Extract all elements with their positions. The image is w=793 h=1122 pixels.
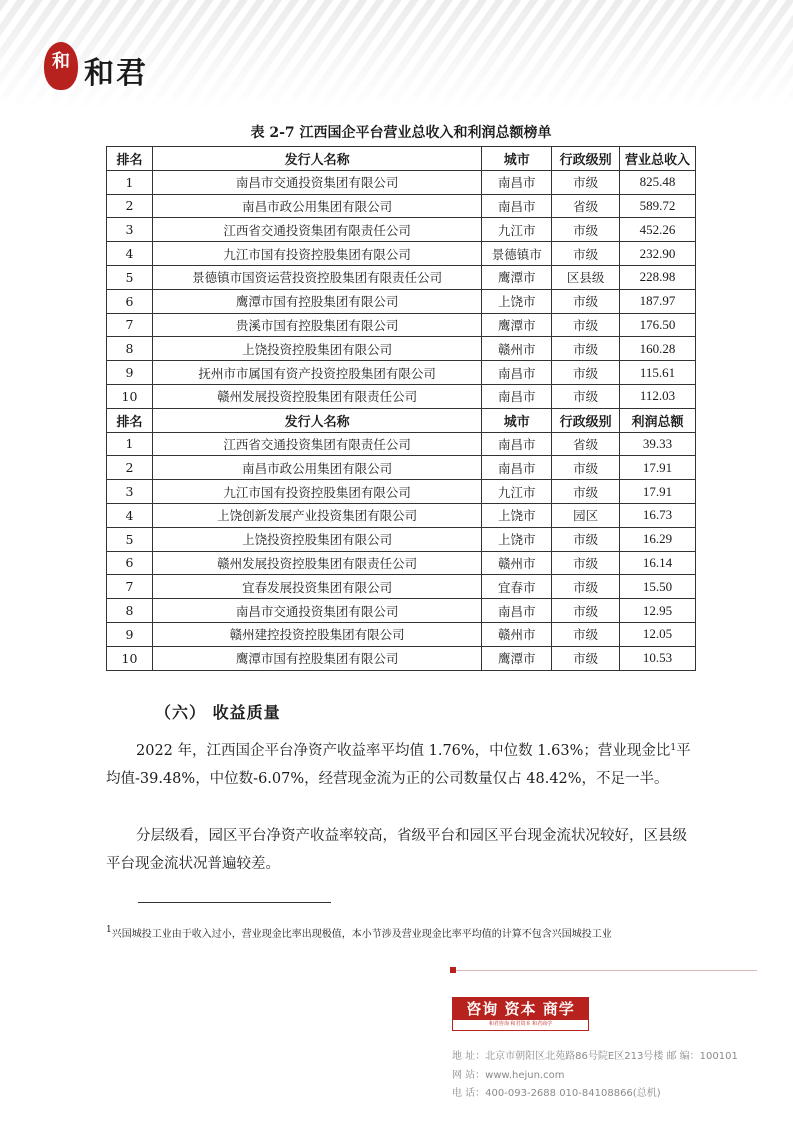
footer-brand-subtext: 和君咨询 和君资本 和君商学 — [488, 1021, 553, 1027]
rank-cell: 7 — [107, 313, 153, 337]
logo-text: 和君 — [84, 56, 148, 91]
rank-cell: 1 — [107, 170, 153, 194]
rank-cell: 7 — [107, 575, 153, 599]
admin-level-cell: 市级 — [552, 337, 620, 361]
footer-address: 地 址：北京市朝阳区北苑路86号院E区213号楼 邮 编：100101 — [452, 1051, 738, 1062]
admin-level-cell: 区县级 — [552, 265, 620, 289]
value-cell: 17.91 — [620, 480, 696, 504]
issuer-name-cell: 南昌市交通投资集团有限公司 — [152, 599, 481, 623]
issuer-name-cell: 贵溪市国有控股集团有限公司 — [152, 313, 481, 337]
city-cell: 南昌市 — [482, 361, 552, 385]
city-cell: 鹰潭市 — [482, 265, 552, 289]
city-cell: 南昌市 — [482, 384, 552, 408]
issuer-name-cell: 抚州市市属国有资产投资控股集团有限公司 — [152, 361, 481, 385]
city-cell: 宜春市 — [482, 575, 552, 599]
paragraph-1 — [106, 734, 698, 793]
logo-seal-icon: 和 — [44, 42, 78, 90]
rank-cell: 10 — [107, 646, 153, 670]
value-cell: 160.28 — [620, 337, 696, 361]
city-cell: 南昌市 — [482, 456, 552, 480]
column-header: 利润总额 — [620, 408, 696, 432]
profit-row — [107, 527, 696, 551]
city-cell: 赣州市 — [482, 337, 552, 361]
admin-level-cell: 市级 — [552, 384, 620, 408]
revenue-header-row — [107, 147, 696, 171]
footnote-number: 1 — [106, 925, 112, 935]
issuer-name-cell: 九江市国有投资控股集团有限公司 — [152, 480, 481, 504]
value-cell: 176.50 — [620, 313, 696, 337]
city-cell: 南昌市 — [482, 194, 552, 218]
issuer-name-cell: 赣州发展投资控股集团有限责任公司 — [152, 551, 481, 575]
admin-level-cell: 市级 — [552, 289, 620, 313]
footer-brand-logo — [452, 997, 589, 1031]
value-cell: 232.90 — [620, 242, 696, 266]
profit-row — [107, 599, 696, 623]
profit-row — [107, 622, 696, 646]
value-cell: 16.14 — [620, 551, 696, 575]
rank-cell: 6 — [107, 551, 153, 575]
value-cell: 115.61 — [620, 361, 696, 385]
value-cell: 112.03 — [620, 384, 696, 408]
city-cell: 赣州市 — [482, 551, 552, 575]
city-cell: 上饶市 — [482, 527, 552, 551]
rank-cell: 6 — [107, 289, 153, 313]
issuer-name-cell: 宜春发展投资集团有限公司 — [152, 575, 481, 599]
rank-cell: 2 — [107, 456, 153, 480]
city-cell: 鹰潭市 — [482, 313, 552, 337]
city-cell: 景德镇市 — [482, 242, 552, 266]
footer-phone: 电 话：400-093-2688 010-84108866(总机) — [452, 1088, 661, 1099]
issuer-name-cell: 江西省交通投资集团有限责任公司 — [152, 218, 481, 242]
column-header: 排名 — [107, 147, 153, 171]
rank-cell: 5 — [107, 265, 153, 289]
column-header: 营业总收入 — [620, 147, 696, 171]
admin-level-cell: 省级 — [552, 432, 620, 456]
city-cell: 南昌市 — [482, 599, 552, 623]
issuer-name-cell: 鹰潭市国有控股集团有限公司 — [152, 646, 481, 670]
city-cell: 上饶市 — [482, 289, 552, 313]
revenue-row — [107, 313, 696, 337]
issuer-name-cell: 上饶投资控股集团有限公司 — [152, 337, 481, 361]
rank-cell: 3 — [107, 218, 153, 242]
value-cell: 17.91 — [620, 456, 696, 480]
issuer-name-cell: 南昌市交通投资集团有限公司 — [152, 170, 481, 194]
admin-level-cell: 市级 — [552, 527, 620, 551]
column-header: 发行人名称 — [152, 408, 481, 432]
rank-cell: 8 — [107, 337, 153, 361]
revenue-row — [107, 242, 696, 266]
issuer-name-cell: 九江市国有投资控股集团有限公司 — [152, 242, 481, 266]
footer-website[interactable]: 网 站：www.hejun.com — [452, 1070, 565, 1081]
value-cell: 16.73 — [620, 503, 696, 527]
value-cell: 12.95 — [620, 599, 696, 623]
admin-level-cell: 市级 — [552, 313, 620, 337]
profit-row — [107, 503, 696, 527]
revenue-row — [107, 265, 696, 289]
revenue-row — [107, 194, 696, 218]
company-logo — [44, 42, 184, 94]
revenue-row — [107, 337, 696, 361]
issuer-name-cell: 上饶投资控股集团有限公司 — [152, 527, 481, 551]
issuer-name-cell: 鹰潭市国有控股集团有限公司 — [152, 289, 481, 313]
admin-level-cell: 省级 — [552, 194, 620, 218]
admin-level-cell: 市级 — [552, 551, 620, 575]
admin-level-cell: 市级 — [552, 218, 620, 242]
admin-level-cell: 市级 — [552, 456, 620, 480]
value-cell: 12.05 — [620, 622, 696, 646]
value-cell: 15.50 — [620, 575, 696, 599]
ranking-table — [106, 146, 696, 671]
revenue-row — [107, 289, 696, 313]
profit-row — [107, 575, 696, 599]
admin-level-cell: 市级 — [552, 242, 620, 266]
issuer-name-cell: 南昌市政公用集团有限公司 — [152, 456, 481, 480]
city-cell: 鹰潭市 — [482, 646, 552, 670]
city-cell: 九江市 — [482, 218, 552, 242]
revenue-row — [107, 218, 696, 242]
column-header: 发行人名称 — [152, 147, 481, 171]
value-cell: 589.72 — [620, 194, 696, 218]
issuer-name-cell: 景德镇市国资运营投资控股集团有限责任公司 — [152, 265, 481, 289]
profit-row — [107, 480, 696, 504]
city-cell: 南昌市 — [482, 170, 552, 194]
footer-divider-dot — [450, 967, 456, 973]
column-header: 行政级别 — [552, 408, 620, 432]
rank-cell: 1 — [107, 432, 153, 456]
rank-cell: 9 — [107, 361, 153, 385]
footnote — [106, 918, 696, 947]
profit-row — [107, 456, 696, 480]
issuer-name-cell: 江西省交通投资集团有限责任公司 — [152, 432, 481, 456]
value-cell: 825.48 — [620, 170, 696, 194]
rank-cell: 2 — [107, 194, 153, 218]
city-cell: 九江市 — [482, 480, 552, 504]
rank-cell: 4 — [107, 503, 153, 527]
admin-level-cell: 市级 — [552, 170, 620, 194]
city-cell: 南昌市 — [482, 432, 552, 456]
revenue-row — [107, 170, 696, 194]
rank-cell: 5 — [107, 527, 153, 551]
value-cell: 187.97 — [620, 289, 696, 313]
admin-level-cell: 园区 — [552, 503, 620, 527]
footnote-ref[interactable]: 1 — [670, 743, 677, 753]
column-header: 排名 — [107, 408, 153, 432]
column-header: 行政级别 — [552, 147, 620, 171]
profit-header-row — [107, 408, 696, 432]
footnote-divider — [138, 902, 331, 903]
footer-brand-text: 咨询 资本 商学 — [453, 998, 588, 1020]
rank-cell: 10 — [107, 384, 153, 408]
issuer-name-cell: 赣州建控投资控股集团有限公司 — [152, 622, 481, 646]
table-title: 表 2-7 江西国企平台营业总收入和利润总额榜单 — [250, 125, 552, 141]
value-cell: 452.26 — [620, 218, 696, 242]
profit-row — [107, 432, 696, 456]
value-cell: 16.29 — [620, 527, 696, 551]
footer-divider — [452, 970, 757, 971]
value-cell: 10.53 — [620, 646, 696, 670]
section-heading: （六） 收益质量 — [155, 703, 281, 722]
rank-cell: 9 — [107, 622, 153, 646]
admin-level-cell: 市级 — [552, 646, 620, 670]
paragraph-1-part-b: 平均值-39.48%，中位数-6.07%，经营现金流为正的公司数量仅占 48.42%，不足一半。 — [106, 743, 691, 787]
admin-level-cell: 市级 — [552, 575, 620, 599]
paragraph-1-part-a: 2022 年，江西国企平台净资产收益率平均值 1.76%，中位数 1.63%；营业现金比 — [136, 743, 671, 759]
admin-level-cell: 市级 — [552, 480, 620, 504]
value-cell: 39.33 — [620, 432, 696, 456]
admin-level-cell: 市级 — [552, 361, 620, 385]
admin-level-cell: 市级 — [552, 622, 620, 646]
rank-cell: 3 — [107, 480, 153, 504]
paragraph-2: 分层级看，园区平台净资产收益率较高，省级平台和园区平台现金流状况较好，区县级平台现金流状况普遍较差。 — [106, 828, 687, 872]
admin-level-cell: 市级 — [552, 599, 620, 623]
city-cell: 赣州市 — [482, 622, 552, 646]
profit-row — [107, 551, 696, 575]
footnote-text: 兴国城投工业由于收入过小，营业现金比率出现极值，本小节涉及营业现金比率平均值的计算不包含兴国城投工业 — [111, 929, 612, 940]
issuer-name-cell: 上饶创新发展产业投资集团有限公司 — [152, 503, 481, 527]
revenue-row — [107, 361, 696, 385]
revenue-row — [107, 384, 696, 408]
column-header: 城市 — [482, 408, 552, 432]
issuer-name-cell: 赣州发展投资控股集团有限责任公司 — [152, 384, 481, 408]
rank-cell: 4 — [107, 242, 153, 266]
value-cell: 228.98 — [620, 265, 696, 289]
issuer-name-cell: 南昌市政公用集团有限公司 — [152, 194, 481, 218]
rank-cell: 8 — [107, 599, 153, 623]
profit-row — [107, 646, 696, 670]
column-header: 城市 — [482, 147, 552, 171]
city-cell: 上饶市 — [482, 503, 552, 527]
